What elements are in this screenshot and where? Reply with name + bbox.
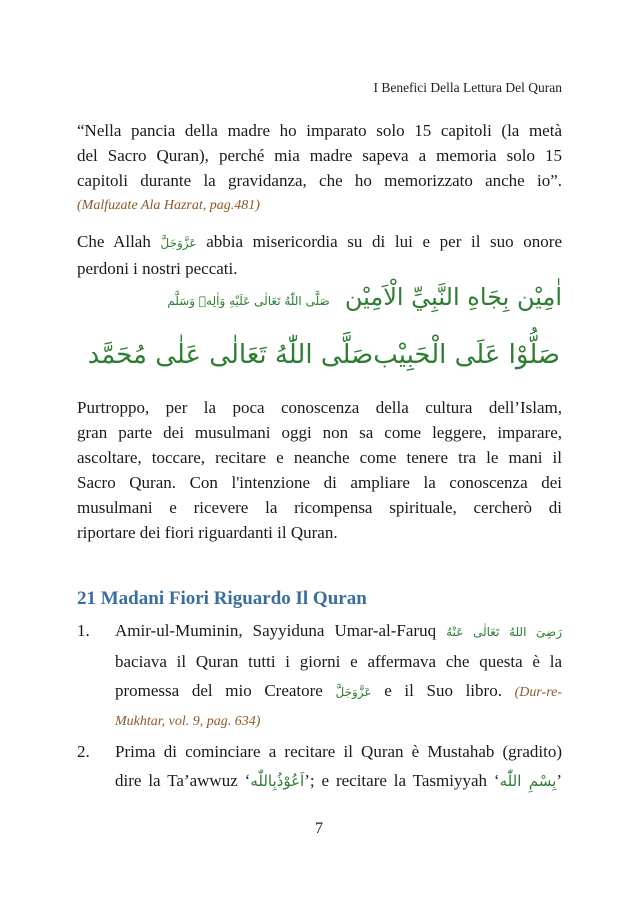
- list-item-line: Prima di cominciare a recitare il Quran è Mustahab (gradito): [115, 742, 562, 761]
- list-item-line: [115, 616, 562, 647]
- running-header: I Benefici Della Lettura Del Quran: [373, 80, 562, 95]
- list-item-number: 2.: [77, 742, 90, 761]
- dua-small: صَلَّى اللّٰهُ تَعَالٰى عَلَيْهِ وَاٰلِهٖ وَسَلَّم: [167, 294, 330, 308]
- intro-line: musulmani e ricevere la ricompensa spirituale, cercherò di: [77, 498, 562, 517]
- list-item-text: dire la Ta’awwuz ‘: [115, 771, 251, 790]
- list-item-text: e il Suo libro.: [384, 681, 502, 700]
- list-item-text: Amir-ul-Muminin, Sayyiduna Umar-al-Faruq: [115, 621, 437, 640]
- prayer-text-a: Che Allah: [77, 232, 151, 251]
- quote-paragraph: [77, 118, 562, 218]
- list-item-line: baciava il Quran tutti i giorni e affermava che questa è la: [115, 652, 562, 671]
- quote-line: capitoli durante la gravidanza, che ho memorizzato anche io”.: [77, 171, 562, 190]
- list-item-citation: (Dur-re-: [514, 685, 563, 700]
- dua-line: [167, 283, 562, 311]
- list-item-line: [115, 766, 562, 796]
- radiallahu-text: رَضِیَ اللهُ تَعَالٰی عَنْهُ: [446, 625, 563, 639]
- intro-line: gran parte dei musulmani oggi non sa come leggere, imparare,: [77, 423, 562, 442]
- quote-line: del Sacro Quran), perché mia madre sapeva a memoria solo 15: [77, 146, 562, 165]
- quote-citation: (Malfuzate Ala Hazrat, pag.481): [77, 198, 260, 213]
- salawat-line: [87, 340, 560, 370]
- azza-wa-jall-text: عَزَّوَجَلَّ: [160, 236, 197, 250]
- salawat-right: صَلُّوْا عَلَى الْحَبِيْب: [373, 340, 560, 370]
- list-item: [77, 737, 562, 797]
- list-item-text: ’; e recitare la Tasmiyyah ‘: [304, 771, 500, 790]
- intro-line: Purtroppo, per la poca conoscenza della cultura dell’Islam,: [77, 398, 562, 417]
- intro-paragraph: [77, 395, 562, 545]
- section-heading: 21 Madani Fiori Riguardo Il Quran: [77, 588, 367, 609]
- list-item-citation: Mukhtar, vol. 9, pag. 634): [115, 714, 261, 729]
- taawwuz-text: اَعُوْذُبِاللّٰه: [250, 772, 305, 790]
- list-item-line: [115, 676, 562, 707]
- list-item-body: [115, 737, 562, 796]
- azza-wa-jall-text: عَزَّوَجَلَّ: [335, 685, 372, 699]
- prayer-line: [77, 229, 562, 256]
- list-item: [77, 616, 562, 736]
- dua-main: اٰمِيْن بِجَاهِ النَّبِيِّ الْاَمِيْن: [344, 283, 562, 311]
- list-item-body: [115, 616, 562, 736]
- tasmiyyah-text: بِسْمِ اللّٰه: [499, 772, 557, 790]
- list-item-text: ’: [556, 771, 562, 790]
- intro-line: riportare dei fiori riguardanti il Quran.: [77, 523, 338, 542]
- list-item-text: promessa del mio Creatore: [115, 681, 323, 700]
- prayer-line: perdoni i nostri peccati.: [77, 259, 238, 278]
- quote-line: “Nella pancia della madre ho imparato solo 15 capitoli (la metà: [77, 121, 562, 140]
- prayer-text-b: abbia misericordia su di lui e per il suo onore: [206, 232, 563, 251]
- salawat-left: صَلَّى اللّٰهُ تَعَالٰى عَلٰى مُحَمَّد: [87, 340, 374, 370]
- prayer-paragraph: [77, 229, 562, 281]
- page-number: 7: [315, 820, 323, 837]
- list-item-number: 1.: [77, 621, 90, 640]
- intro-line: Sacro Quran. Con l'intenzione di ampliare la conoscenza dei: [77, 473, 562, 492]
- intro-line: ascoltare, toccare, recitare e neanche come tenere tra le mani il: [77, 448, 562, 467]
